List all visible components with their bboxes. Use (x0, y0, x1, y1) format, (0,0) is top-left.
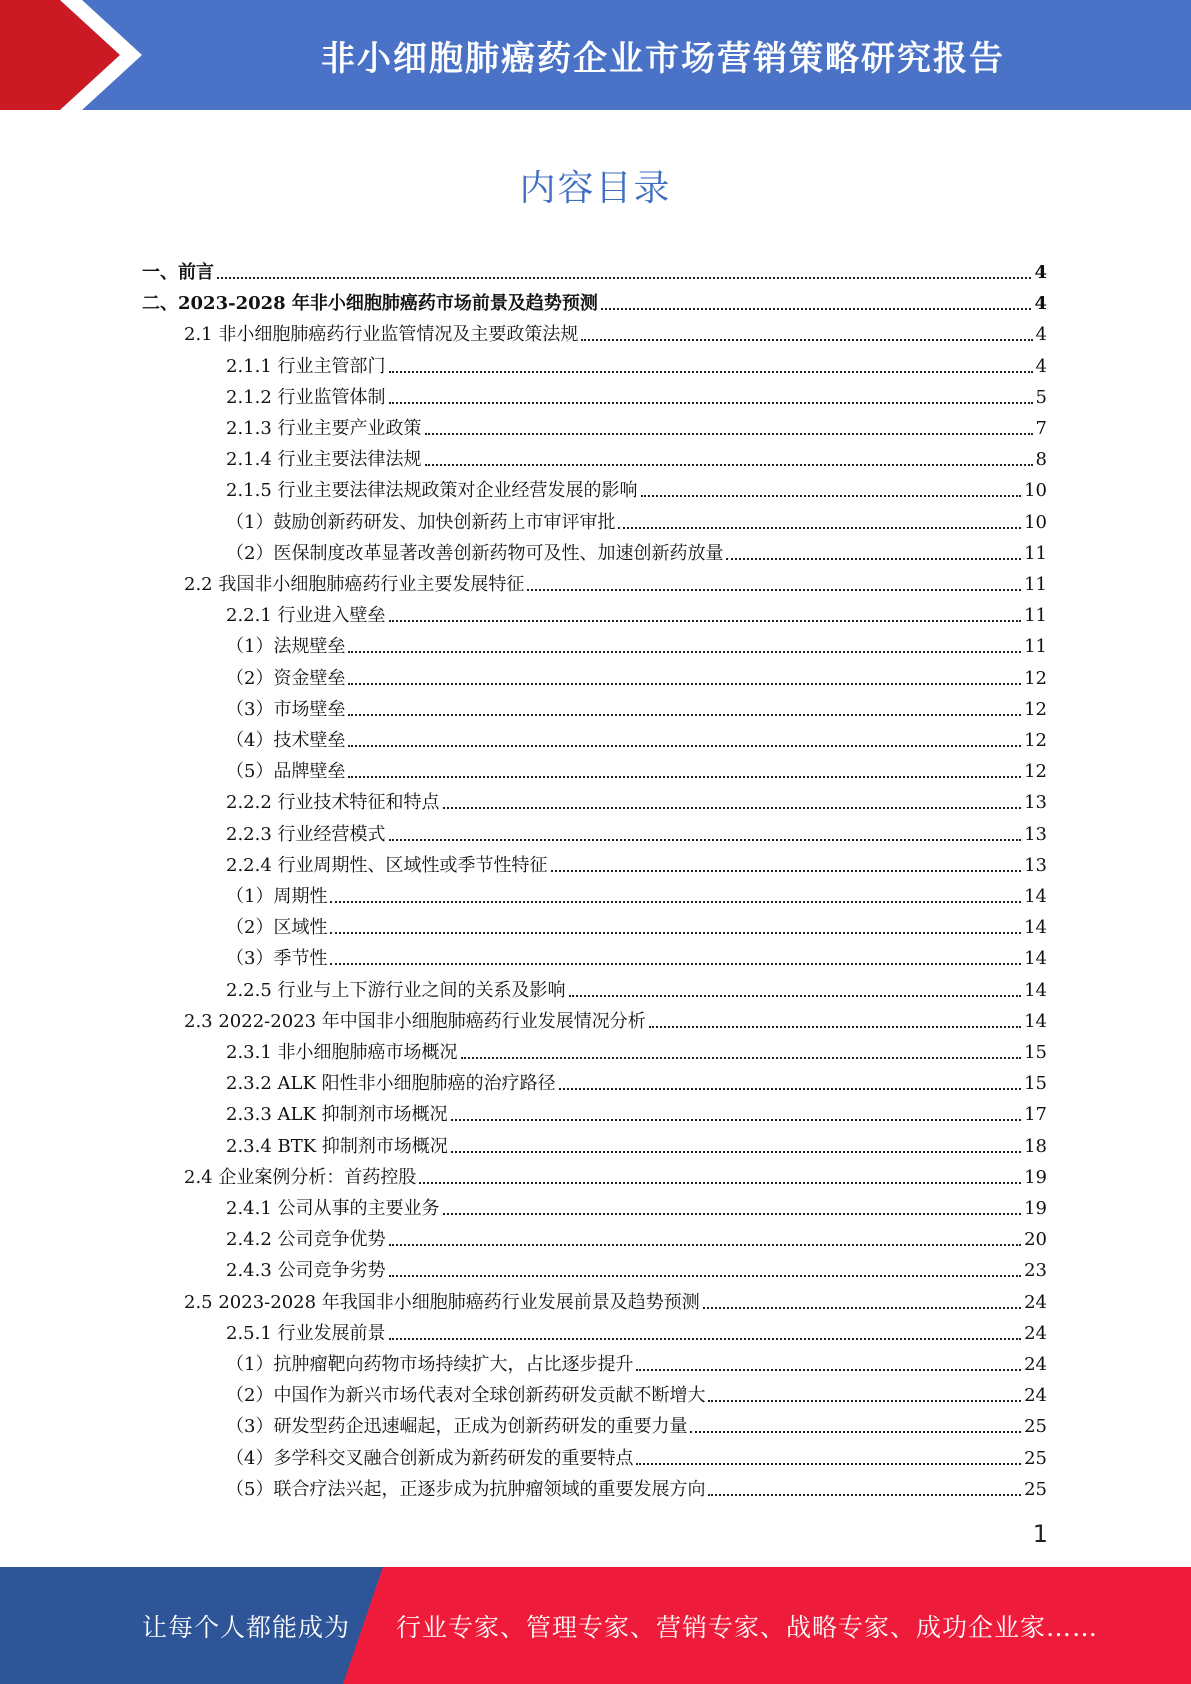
toc-entry[interactable] (226, 1439, 1047, 1470)
toc-dot-leader (641, 495, 1022, 497)
toc-entry-page: 24 (1024, 1322, 1047, 1344)
toc-entry-page: 15 (1024, 1042, 1047, 1063)
toc-entry-page: 24 (1024, 1354, 1047, 1375)
toc-entry[interactable] (226, 815, 1047, 846)
toc-entry-label: 2.3.2 ALK 阳性非小细胞肺癌的治疗路径 (226, 1073, 556, 1095)
toc-entry[interactable] (184, 565, 1047, 596)
toc-dot-leader (217, 277, 1031, 279)
toc-entry[interactable] (226, 503, 1047, 534)
toc-heading: 内容目录 (519, 168, 672, 209)
toc-entry-page: 10 (1024, 511, 1047, 533)
toc-dot-leader (451, 1119, 1021, 1121)
toc-dot-leader (581, 339, 1032, 341)
toc-entry[interactable] (226, 627, 1047, 658)
toc-entry[interactable] (226, 659, 1047, 690)
toc-entry-page: 8 (1035, 449, 1047, 471)
toc-entry-label: 2.2.4 行业周期性、区域性或季节性特征 (226, 854, 548, 876)
toc-entry-label: （3）季节性 (226, 948, 328, 970)
toc-entry[interactable] (226, 1376, 1047, 1407)
toc-entry-label: （2）中国作为新兴市场代表对全球创新药研发贡献不断增大 (226, 1385, 706, 1407)
toc-entry[interactable] (184, 315, 1047, 346)
toc-entry-page: 19 (1024, 1198, 1047, 1219)
toc-entry[interactable] (142, 284, 1047, 315)
toc-dot-leader (348, 651, 1021, 653)
toc-entry[interactable] (226, 1220, 1047, 1251)
header-bar (0, 0, 1191, 110)
toc-entry-label: 2.4.3 公司竞争劣势 (226, 1260, 386, 1282)
toc-entry[interactable] (226, 721, 1047, 752)
toc-entry-page: 14 (1024, 979, 1047, 1001)
toc-dot-leader (451, 1151, 1021, 1153)
toc-entry-label: 2.3 2022-2023 年中国非小细胞肺癌药行业发展情况分析 (184, 1010, 646, 1032)
toc-entry-label: 2.3.1 非小细胞肺癌市场概况 (226, 1042, 458, 1063)
toc-dot-leader (569, 995, 1022, 997)
toc-dot-leader (389, 1338, 1022, 1340)
toc-dot-leader (618, 527, 1021, 529)
toc-entry[interactable] (226, 752, 1047, 783)
toc-dot-leader (461, 1057, 1022, 1059)
toc-entry-page: 11 (1024, 542, 1047, 564)
toc-entry-page: 12 (1024, 667, 1047, 689)
toc-entry-page: 13 (1024, 792, 1047, 814)
toc-dot-leader (708, 1494, 1021, 1496)
toc-entry-label: 2.4 企业案例分析：首药控股 (184, 1166, 417, 1188)
toc-dot-leader (425, 433, 1033, 435)
toc-entry[interactable] (226, 1470, 1047, 1501)
toc-dot-leader (348, 683, 1021, 685)
toc-dot-leader (330, 963, 1021, 965)
toc-entry-label: （1）鼓励创新药研发、加快创新药上市审评审批 (226, 511, 616, 533)
toc-dot-leader (708, 1400, 1021, 1402)
toc-entry[interactable] (226, 690, 1047, 721)
toc-entry-page: 18 (1024, 1135, 1047, 1157)
toc-entry[interactable] (226, 971, 1047, 1002)
toc-entry[interactable] (226, 908, 1047, 939)
toc-entry-label: 2.5 2023-2028 年我国非小细胞肺癌药行业发展前景及趋势预测 (184, 1291, 700, 1313)
toc-entry-label: 2.1.3 行业主要产业政策 (226, 418, 422, 439)
toc-entry-page: 14 (1024, 886, 1047, 907)
toc-entry-label: （2）资金壁垒 (226, 667, 346, 689)
toc-entry-page: 12 (1024, 761, 1047, 783)
toc-entry-page: 25 (1024, 1416, 1047, 1438)
toc-entry-label: （4）技术壁垒 (226, 730, 346, 751)
toc-dot-leader (389, 1244, 1022, 1246)
toc-dot-leader (443, 1213, 1022, 1215)
toc-entry-page: 13 (1024, 823, 1047, 845)
toc-entry-label: 2.1.4 行业主要法律法规 (226, 449, 422, 471)
toc-entry[interactable] (226, 783, 1047, 814)
toc-entry[interactable] (226, 378, 1047, 409)
toc-entry-page: 10 (1024, 480, 1047, 502)
footer-slogan-left: 让每个人都能成为 (142, 1612, 351, 1642)
toc-entry-page: 13 (1024, 854, 1047, 876)
toc-entry[interactable] (184, 1158, 1047, 1189)
toc-dot-leader (559, 1088, 1021, 1090)
toc-entry-label: 一、前言 (142, 262, 214, 283)
toc-entry-page: 11 (1024, 636, 1047, 658)
toc-entry-label: （4）多学科交叉融合创新成为新药研发的重要特点 (226, 1447, 634, 1469)
toc-dot-leader (348, 714, 1021, 716)
toc-entry[interactable] (226, 1189, 1047, 1220)
toc-entry[interactable] (226, 1251, 1047, 1282)
toc-entry-page: 14 (1024, 948, 1047, 970)
toc-entry-label: （2）区域性 (226, 917, 328, 939)
toc-entry[interactable] (142, 253, 1047, 284)
footer-slogan-right: 行业专家、管理专家、营销专家、战略专家、成功企业家…… (396, 1612, 1099, 1642)
page-number: 1 (1032, 1520, 1048, 1548)
toc-entry-page: 24 (1024, 1291, 1047, 1313)
toc-entry-label: 2.3.4 BTK 抑制剂市场概况 (226, 1135, 448, 1157)
toc-dot-leader (601, 308, 1032, 310)
toc-entry[interactable] (226, 1407, 1047, 1438)
toc-entry-page: 12 (1024, 730, 1047, 751)
toc-entry-label: 2.1 非小细胞肺癌药行业监管情况及主要政策法规 (184, 324, 579, 346)
toc-entry-label: （3）市场壁垒 (226, 698, 346, 720)
toc-entry-label: 2.2.5 行业与上下游行业之间的关系及影响 (226, 979, 566, 1001)
toc-entry[interactable] (184, 1283, 1047, 1314)
toc-entry-page: 23 (1024, 1260, 1047, 1282)
toc-entry[interactable] (226, 1127, 1047, 1158)
toc-entry-label: （3）研发型药企迅速崛起，正成为创新药研发的重要力量 (226, 1416, 688, 1438)
toc-entry-page: 25 (1024, 1447, 1047, 1469)
toc-dot-leader (389, 839, 1022, 841)
toc-entry-page: 15 (1024, 1073, 1047, 1095)
toc-entry-label: 2.4.2 公司竞争优势 (226, 1229, 386, 1251)
toc-entry[interactable] (226, 409, 1047, 440)
toc-entry-label: （1）法规壁垒 (226, 636, 346, 658)
toc-entry-page: 11 (1024, 605, 1047, 627)
toc-entry-label: 2.2 我国非小细胞肺癌药行业主要发展特征 (184, 574, 525, 595)
toc-entry[interactable] (226, 846, 1047, 877)
toc-dot-leader (649, 1026, 1021, 1028)
header-arrow-decoration (0, 0, 160, 110)
toc-dot-leader (389, 1275, 1022, 1277)
toc-entry-label: （1）周期性 (226, 886, 328, 907)
toc-entry-page: 11 (1024, 574, 1047, 595)
toc-dot-leader (330, 901, 1021, 903)
toc-entry[interactable] (226, 471, 1047, 502)
toc-dot-leader (419, 1182, 1021, 1184)
toc-entry-page: 4 (1035, 324, 1047, 346)
toc-entry[interactable] (226, 877, 1047, 908)
toc-dot-leader (389, 620, 1022, 622)
toc-entry[interactable] (226, 1064, 1047, 1095)
toc-dot-leader (690, 1431, 1021, 1433)
toc-dot-leader (726, 558, 1021, 560)
toc-dot-leader (636, 1369, 1021, 1371)
toc-entry[interactable] (226, 1314, 1047, 1345)
toc-entry[interactable] (226, 534, 1047, 565)
toc-dot-leader (636, 1463, 1021, 1465)
toc-entry-label: 2.1.5 行业主要法律法规政策对企业经营发展的影响 (226, 480, 638, 502)
toc-entry-page: 4 (1035, 355, 1047, 377)
toc-entry-label: 2.2.3 行业经营模式 (226, 823, 386, 845)
toc-dot-leader (443, 807, 1022, 809)
toc-entry-page: 20 (1024, 1229, 1047, 1251)
toc-entry[interactable] (226, 347, 1047, 378)
toc-entry[interactable] (184, 1002, 1047, 1033)
toc-entry-page: 4 (1034, 293, 1047, 315)
toc-entry-label: 2.4.1 公司从事的主要业务 (226, 1198, 440, 1219)
toc-entry-label: （5）联合疗法兴起，正逐步成为抗肿瘤领域的重要发展方向 (226, 1478, 706, 1500)
toc-entry-label: 二、2023-2028 年非小细胞肺癌药市场前景及趋势预测 (142, 293, 598, 315)
toc-entry-label: 2.2.2 行业技术特征和特点 (226, 792, 440, 814)
toc-dot-leader (348, 745, 1021, 747)
toc-entry-page: 19 (1024, 1166, 1047, 1188)
toc-dot-leader (389, 402, 1033, 404)
toc-entry-page: 12 (1024, 698, 1047, 720)
footer-banner (0, 1567, 1191, 1684)
toc-dot-leader (425, 464, 1033, 466)
toc-dot-leader (703, 1307, 1021, 1309)
report-title: 非小细胞肺癌药企业市场营销策略研究报告 (321, 38, 1005, 79)
toc-entry-page: 14 (1024, 1010, 1047, 1032)
toc-dot-leader (348, 776, 1021, 778)
toc-entry[interactable] (226, 596, 1047, 627)
toc-entry-page: 14 (1024, 917, 1047, 939)
toc-entry[interactable] (226, 1033, 1047, 1064)
toc-entry[interactable] (226, 939, 1047, 970)
toc-entry-page: 25 (1024, 1478, 1047, 1500)
toc-dot-leader (527, 589, 1021, 591)
toc-entry-label: 2.2.1 行业进入壁垒 (226, 605, 386, 627)
toc-entry[interactable] (226, 440, 1047, 471)
toc-dot-leader (389, 371, 1033, 373)
toc-entry-label: （2）医保制度改革显著改善创新药物可及性、加速创新药放量 (226, 542, 724, 564)
toc-entry[interactable] (226, 1345, 1047, 1376)
toc-dot-leader (330, 932, 1021, 934)
toc-entry[interactable] (226, 1095, 1047, 1126)
toc-dot-leader (551, 870, 1022, 872)
toc-entry-page: 5 (1035, 386, 1047, 408)
toc-entry-label: 2.1.2 行业监管体制 (226, 386, 386, 408)
toc-entry-page: 7 (1035, 418, 1047, 439)
toc-entry-label: （5）品牌壁垒 (226, 761, 346, 783)
toc-entry-label: （1）抗肿瘤靶向药物市场持续扩大，占比逐步提升 (226, 1354, 634, 1375)
toc-entry-label: 2.3.3 ALK 抑制剂市场概况 (226, 1104, 448, 1126)
toc-entry-label: 2.1.1 行业主管部门 (226, 355, 386, 377)
toc-entry-page: 24 (1024, 1385, 1047, 1407)
toc-entry-page: 17 (1024, 1104, 1047, 1126)
toc-entry-page: 4 (1034, 262, 1047, 283)
toc-entry-label: 2.5.1 行业发展前景 (226, 1322, 386, 1344)
